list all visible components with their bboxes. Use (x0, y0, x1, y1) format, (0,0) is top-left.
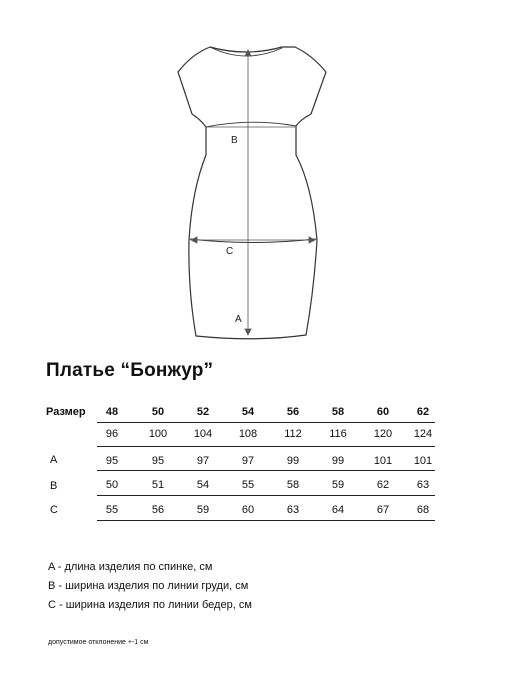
table-cell: 112 (284, 428, 302, 440)
table-cell: 62 (376, 479, 390, 491)
table-cell: 104 (193, 428, 213, 440)
bust-seam (206, 122, 296, 127)
table-cell: 64 (331, 504, 345, 516)
sketch-label-a: A (235, 314, 242, 325)
table-cell: 55 (241, 479, 255, 491)
table-cell: 95 (105, 455, 119, 467)
dress-outline (178, 47, 326, 339)
legend-b: B - ширина изделия по линии груди, см (48, 580, 249, 592)
table-rule (97, 520, 435, 521)
sketch-label-b: B (231, 135, 238, 146)
hip-seam (190, 239, 316, 243)
tolerance-note: допустимое отклонение +-1 см (48, 639, 149, 646)
table-cell: 56 (151, 504, 165, 516)
legend-c: C - ширина изделия по линии бедер, см (48, 599, 252, 611)
table-rule (97, 422, 435, 423)
table-rule (97, 446, 435, 447)
table-cell: 108 (238, 428, 258, 440)
table-cell: 50 (105, 479, 119, 491)
table-cell: 60 (241, 504, 255, 516)
table-cell: 95 (151, 455, 165, 467)
sketch-label-c: C (226, 246, 234, 257)
table-rule (97, 470, 435, 471)
size-col-60: 60 (376, 406, 390, 418)
legend-a: A - длина изделия по спинке, см (48, 561, 213, 573)
size-col-52: 52 (196, 406, 210, 418)
table-cell: 99 (286, 455, 300, 467)
row-label-a: A (50, 454, 58, 466)
size-col-62: 62 (416, 406, 430, 418)
table-cell: 116 (329, 428, 347, 440)
size-header-label: Размер (46, 406, 86, 418)
table-cell: 99 (331, 455, 345, 467)
page-title: Платье “Бонжур” (46, 360, 214, 381)
table-cell: 67 (376, 504, 390, 516)
table-cell: 120 (373, 428, 393, 440)
table-cell: 58 (286, 479, 300, 491)
table-cell: 51 (151, 479, 165, 491)
size-col-58: 58 (331, 406, 345, 418)
size-col-56: 56 (286, 406, 300, 418)
table-cell: 100 (148, 428, 168, 440)
table-cell: 97 (241, 455, 255, 467)
table-cell: 59 (331, 479, 345, 491)
table-cell: 63 (416, 479, 430, 491)
measure-a-arrow-top (245, 50, 251, 56)
table-cell: 96 (105, 428, 119, 440)
table-cell: 97 (196, 455, 210, 467)
table-cell: 55 (105, 504, 119, 516)
size-col-54: 54 (241, 406, 255, 418)
size-col-50: 50 (151, 406, 165, 418)
table-cell: 54 (196, 479, 210, 491)
size-col-48: 48 (105, 406, 119, 418)
table-cell: 68 (416, 504, 430, 516)
row-label-c: C (50, 504, 58, 516)
table-rule (97, 495, 435, 496)
table-cell: 63 (286, 504, 300, 516)
measure-c-arrow-right (309, 237, 315, 243)
measure-c-arrow-left (191, 237, 197, 243)
table-cell: 124 (413, 428, 433, 440)
table-cell: 101 (373, 455, 393, 467)
table-cell: 59 (196, 504, 210, 516)
measure-a-arrow-bottom (245, 329, 251, 335)
row-label-b: B (50, 480, 58, 492)
table-cell: 101 (413, 455, 433, 467)
